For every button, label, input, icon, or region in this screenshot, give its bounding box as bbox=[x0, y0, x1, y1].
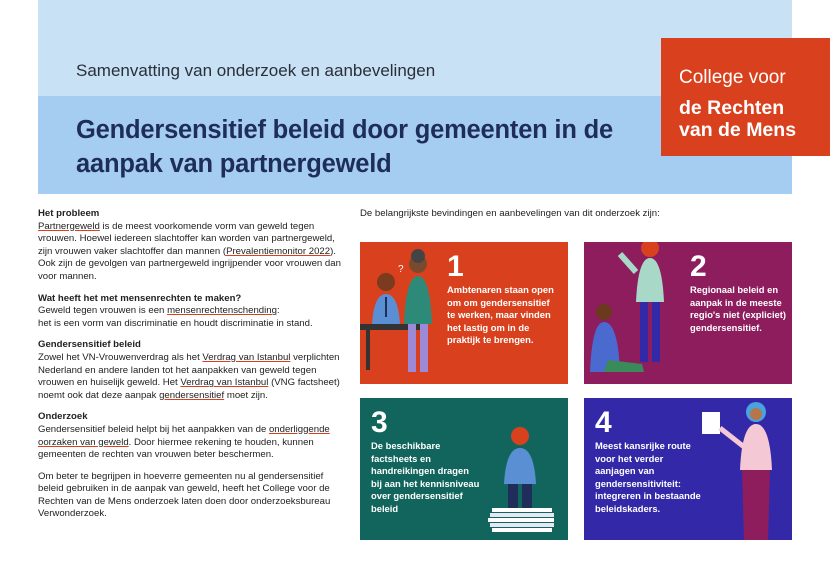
paragraph-gendersensitief bbox=[38, 352, 350, 402]
paragraph-probleem bbox=[38, 221, 350, 284]
text: is de meest voorkomende vorm van geweld tegen vrouwen. Hoewel iedereen slachtoffer kan worden van partnergeweld, zijn vrouwen vaker slachtoffer dan mannen ( bbox=[38, 220, 335, 257]
text: moet zijn. bbox=[224, 389, 268, 401]
text: Gendersensitief beleid helpt bij het aanpakken van de bbox=[38, 423, 269, 435]
college-logo bbox=[661, 38, 830, 156]
card-number: 4 bbox=[595, 406, 612, 439]
paragraph-verwonderzoek: Om beter te begrijpen in hoeverre gemeenten nu al gendersensitief beleid gebruiken in de aanpak van geweld, heeft het College voor de Rechten van de Mens onderzoek laten doen door onderzoeksbureau Verwonderzoek. bbox=[38, 470, 331, 520]
card-number: 3 bbox=[371, 406, 388, 439]
logo-line-2b: van de Mens bbox=[679, 119, 797, 141]
findings-title: De belangrijkste bevindingen en aanbevelingen van dit onderzoek zijn: bbox=[360, 208, 660, 219]
finding-card-4 bbox=[584, 398, 792, 540]
text: : bbox=[276, 305, 280, 317]
text: het is een vorm van discriminatie en houdt discriminatie in stand. bbox=[38, 317, 313, 329]
people-illustration bbox=[584, 242, 684, 384]
svg-text:?: ? bbox=[398, 264, 404, 275]
finding-card-2 bbox=[584, 242, 792, 384]
card-text: Ambtenaren staan open om om gendersensitief te werken, maar vinden het lastig om in de praktijk te brengen. bbox=[447, 284, 554, 346]
heading-gendersensitief: Gendersensitief beleid bbox=[38, 339, 141, 351]
intro-column bbox=[38, 208, 350, 521]
card-text: Meest kansrijke route voor het verder aanjagen van gendersensitiviteit: integreren in bestaande beleidskaders. bbox=[595, 440, 701, 514]
paragraph-onderzoek bbox=[38, 424, 350, 462]
link-prevalentiemonitor[interactable]: Prevalentiemonitor 2022 bbox=[226, 245, 331, 257]
finding-card-3 bbox=[360, 398, 568, 540]
text: verplichten Nederland en andere landen tot het aanpakken van geweld tegen vrouwen en huiselijk geweld. Het bbox=[38, 351, 340, 389]
logo-line-2 bbox=[679, 97, 830, 141]
page-title: Gendersensitief beleid door gemeenten in de aanpak van partnergeweld bbox=[76, 116, 613, 178]
text: Geweld tegen vrouwen is een bbox=[38, 305, 168, 317]
text: ). Ook zijn de gevolgen van partnergeweld ingrijpender voor vrouwen dan voor mannen. bbox=[38, 245, 341, 282]
link-mensenrechtenschending[interactable]: mensenrechtenschending bbox=[167, 305, 277, 317]
logo-line-1: College voor bbox=[679, 67, 786, 88]
link-partnergeweld[interactable]: Partnergeweld bbox=[38, 220, 100, 232]
card-number: 1 bbox=[447, 250, 464, 283]
page-subtitle: Samenvatting van onderzoek en aanbevelingen bbox=[76, 61, 436, 80]
presenter-illustration bbox=[702, 398, 792, 540]
text: (VNG factsheet) noemt ook dat deze aanpak bbox=[38, 377, 340, 401]
link-oorzaken[interactable]: onderliggende oorzaken van geweld bbox=[38, 423, 330, 448]
card-text: Regionaal beleid en aanpak in de meeste regio's niet (expliciet) gendersensitief. bbox=[690, 284, 787, 333]
link-gendersensitief[interactable]: gendersensitief bbox=[159, 389, 225, 401]
text: Zowel het VN-Vrouwenverdrag als het bbox=[38, 351, 203, 363]
card-text: De beschikbare factsheets en handreikingen dragen bij aan het kennisniveau over gendersensitief beleid bbox=[371, 440, 480, 514]
heading-probleem: Het probleem bbox=[38, 208, 100, 219]
text: . Door hiermee rekening te houden, kunnen gemeenten de rechten van vrouwen beter beschermen. bbox=[38, 436, 314, 461]
link-verdrag-istanbul-2[interactable]: Verdrag van Istanbul bbox=[180, 377, 269, 389]
paragraph-mensenrechten bbox=[38, 305, 350, 330]
finding-card-1 bbox=[360, 242, 568, 384]
link-verdrag-istanbul[interactable]: Verdrag van Istanbul bbox=[202, 351, 291, 363]
reader-on-books-illustration bbox=[478, 398, 568, 540]
card-number: 2 bbox=[690, 250, 707, 283]
officials-illustration bbox=[360, 242, 460, 384]
heading-onderzoek: Onderzoek bbox=[38, 411, 88, 423]
logo-line-2a: de Rechten bbox=[679, 97, 785, 119]
heading-mensenrechten: Wat heeft het met mensenrechten te maken? bbox=[38, 292, 242, 304]
